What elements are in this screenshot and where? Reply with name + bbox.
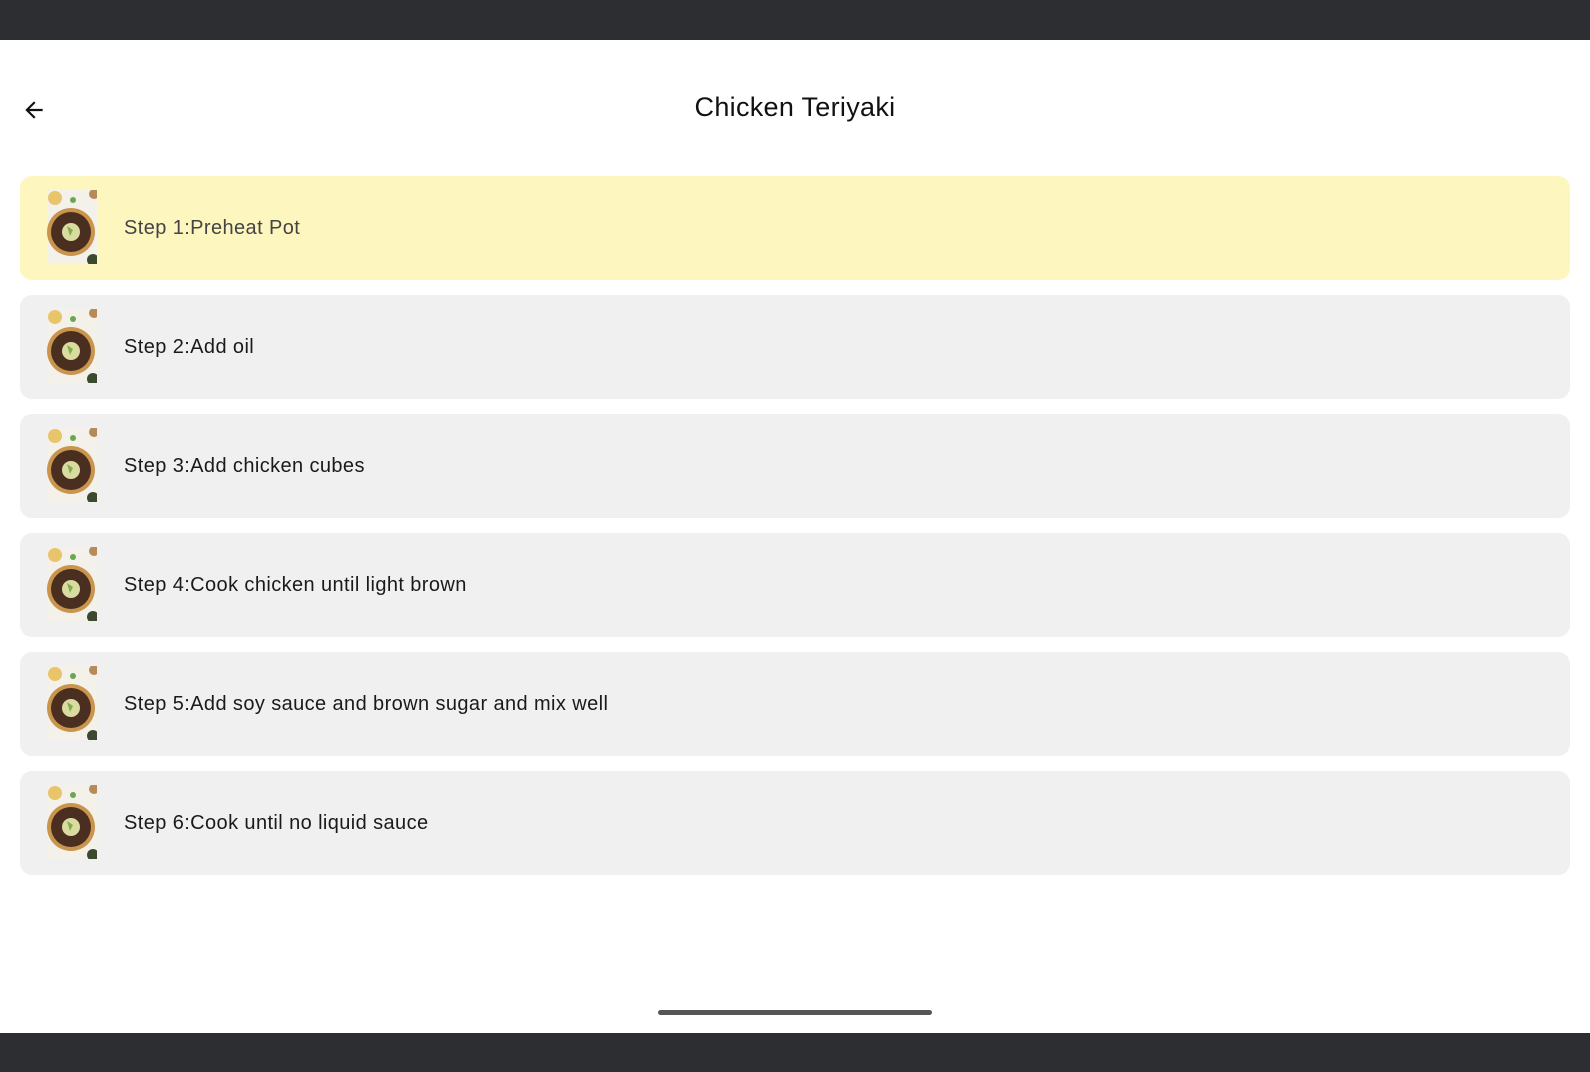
step-label: Step 3:Add chicken cubes: [124, 455, 365, 477]
dish-thumbnail: [47, 785, 97, 859]
step-label: Step 1:Preheat Pot: [124, 217, 301, 239]
page-title: Chicken Teriyaki: [694, 92, 896, 122]
app-bar: [0, 40, 1590, 180]
dish-thumbnail: [47, 309, 97, 383]
step-card-3[interactable]: [20, 414, 1570, 518]
step-card-4[interactable]: [20, 533, 1570, 637]
step-label: Step 5:Add soy sauce and brown sugar and mix well: [124, 693, 609, 715]
step-label: Step 6:Cook until no liquid sauce: [124, 812, 429, 834]
dish-thumbnail: [47, 666, 97, 740]
dish-thumbnail: [47, 547, 97, 621]
steps-list: [20, 176, 1570, 890]
system-navigation-bar: [0, 1033, 1590, 1072]
step-card-6[interactable]: [20, 771, 1570, 875]
status-bar: [0, 0, 1590, 40]
step-card-5[interactable]: [20, 652, 1570, 756]
step-label: Step 4:Cook chicken until light brown: [124, 574, 467, 596]
dish-thumbnail: [47, 428, 97, 502]
step-card-1[interactable]: [20, 176, 1570, 280]
dish-thumbnail: [47, 190, 97, 264]
step-card-2[interactable]: [20, 295, 1570, 399]
step-label: Step 2:Add oil: [124, 336, 255, 358]
home-indicator[interactable]: [658, 1010, 932, 1015]
